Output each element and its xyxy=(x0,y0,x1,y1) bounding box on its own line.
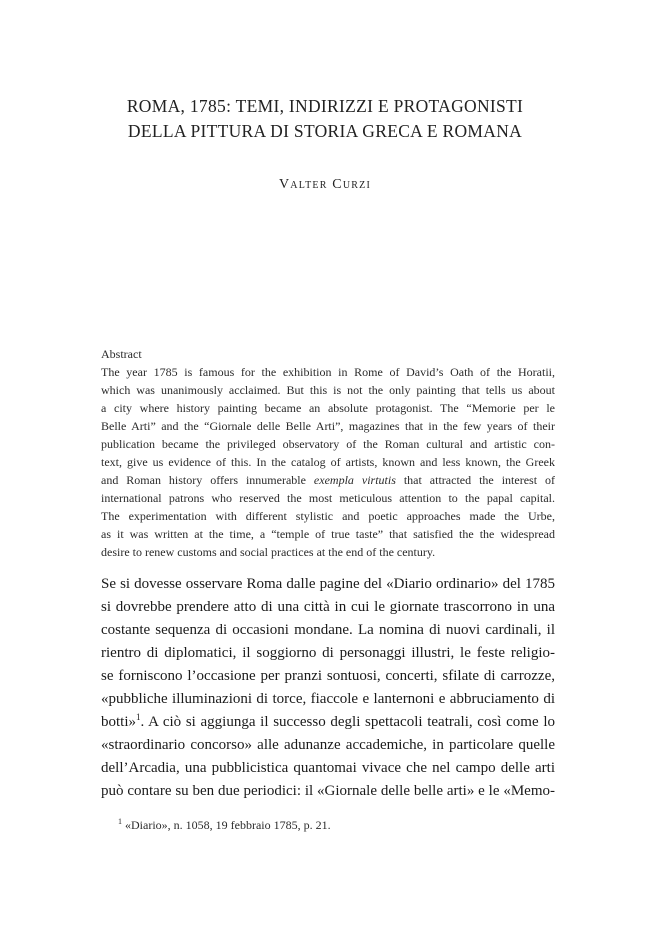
abstract-italic-phrase: exempla virtutis xyxy=(313,473,396,487)
abstract-label: Abstract xyxy=(101,347,142,361)
body-line: «straordinario concorso» alle adunanze accademiche, in particolare quelle xyxy=(101,737,555,753)
abstract-line: The experimentation with different stylistic and poetic approaches made the Urbe, xyxy=(101,509,555,523)
abstract-line: international patrons who reserved the most meticulous attention to the papal capital. xyxy=(101,491,555,505)
footnote xyxy=(118,818,331,833)
body-line: costante sequenza di occasioni mondane. La nomina di nuovi cardinali, il xyxy=(101,622,555,638)
author-name: Valter Curzi xyxy=(279,177,371,192)
body-line: se forniscono l’occasione per pranzi sontuosi, concerti, sfilate di carrozze, xyxy=(101,668,555,684)
abstract-line: a city where history painting became an absolute protagonist. The “Memorie per le xyxy=(101,401,555,415)
body-line: «pubbliche illuminazioni di torce, fiaccole e lanternoni e abbruciamento di xyxy=(101,691,555,707)
abstract-line: The year 1785 is famous for the exhibition in Rome of David’s Oath of the Horatii, xyxy=(101,365,555,379)
footnote-text: «Diario», n. 1058, 19 febbraio 1785, p. 21. xyxy=(125,818,331,832)
title-line-2: DELLA PITTURA DI STORIA GRECA E ROMANA xyxy=(127,121,523,141)
abstract-line: as it was written at the time, a “temple of true taste” that satisfied the the widespread xyxy=(101,527,555,541)
body-text: . A ciò si aggiunga il successo degli spettacoli teatrali, così come lo xyxy=(140,714,555,730)
abstract-line-italic xyxy=(101,471,555,489)
body-text: botti» xyxy=(101,714,137,730)
abstract-line: which was unanimously acclaimed. But this is not the only painting that tells us about xyxy=(101,383,555,397)
body-line: rientro di diplomatici, il soggiorno di personaggi illustri, le feste religio- xyxy=(101,645,555,661)
abstract xyxy=(101,345,555,561)
abstract-text: and Roman history offers innumerable xyxy=(101,473,314,487)
body-line: Se si dovesse osservare Roma dalle pagine del «Diario ordinario» del 1785 xyxy=(101,576,555,592)
footnote-reference[interactable]: 1 xyxy=(136,712,141,722)
abstract-line: Belle Arti” and the “Giornale delle Belle Arti”, magazines that in the few years of their xyxy=(101,419,555,433)
footnote-number: 1 xyxy=(118,817,122,826)
abstract-line: publication became the privileged observatory of the Roman cultural and artistic con- xyxy=(101,437,555,451)
body-line: dell’Arcadia, una pubblicistica quantomai vivace che nel campo delle arti xyxy=(101,760,555,776)
body-paragraph xyxy=(101,573,555,803)
title-line-1: ROMA, 1785: TEMI, INDIRIZZI E PROTAGONISTI xyxy=(126,96,524,116)
abstract-line: text, give us evidence of this. In the catalog of artists, known and less known, the Greek xyxy=(101,455,555,469)
paper-title xyxy=(0,94,650,144)
abstract-text: that attracted the interest of xyxy=(395,473,555,487)
body-line: si dovrebbe prendere atto di una città in cui le giornate trascorrono in una xyxy=(101,599,555,615)
abstract-line: desire to renew customs and social practices at the end of the century. xyxy=(101,545,436,559)
body-line-footnote-ref xyxy=(101,711,555,734)
body-line: può contare su ben due periodici: il «Giornale delle belle arti» e le «Memo- xyxy=(101,783,555,799)
